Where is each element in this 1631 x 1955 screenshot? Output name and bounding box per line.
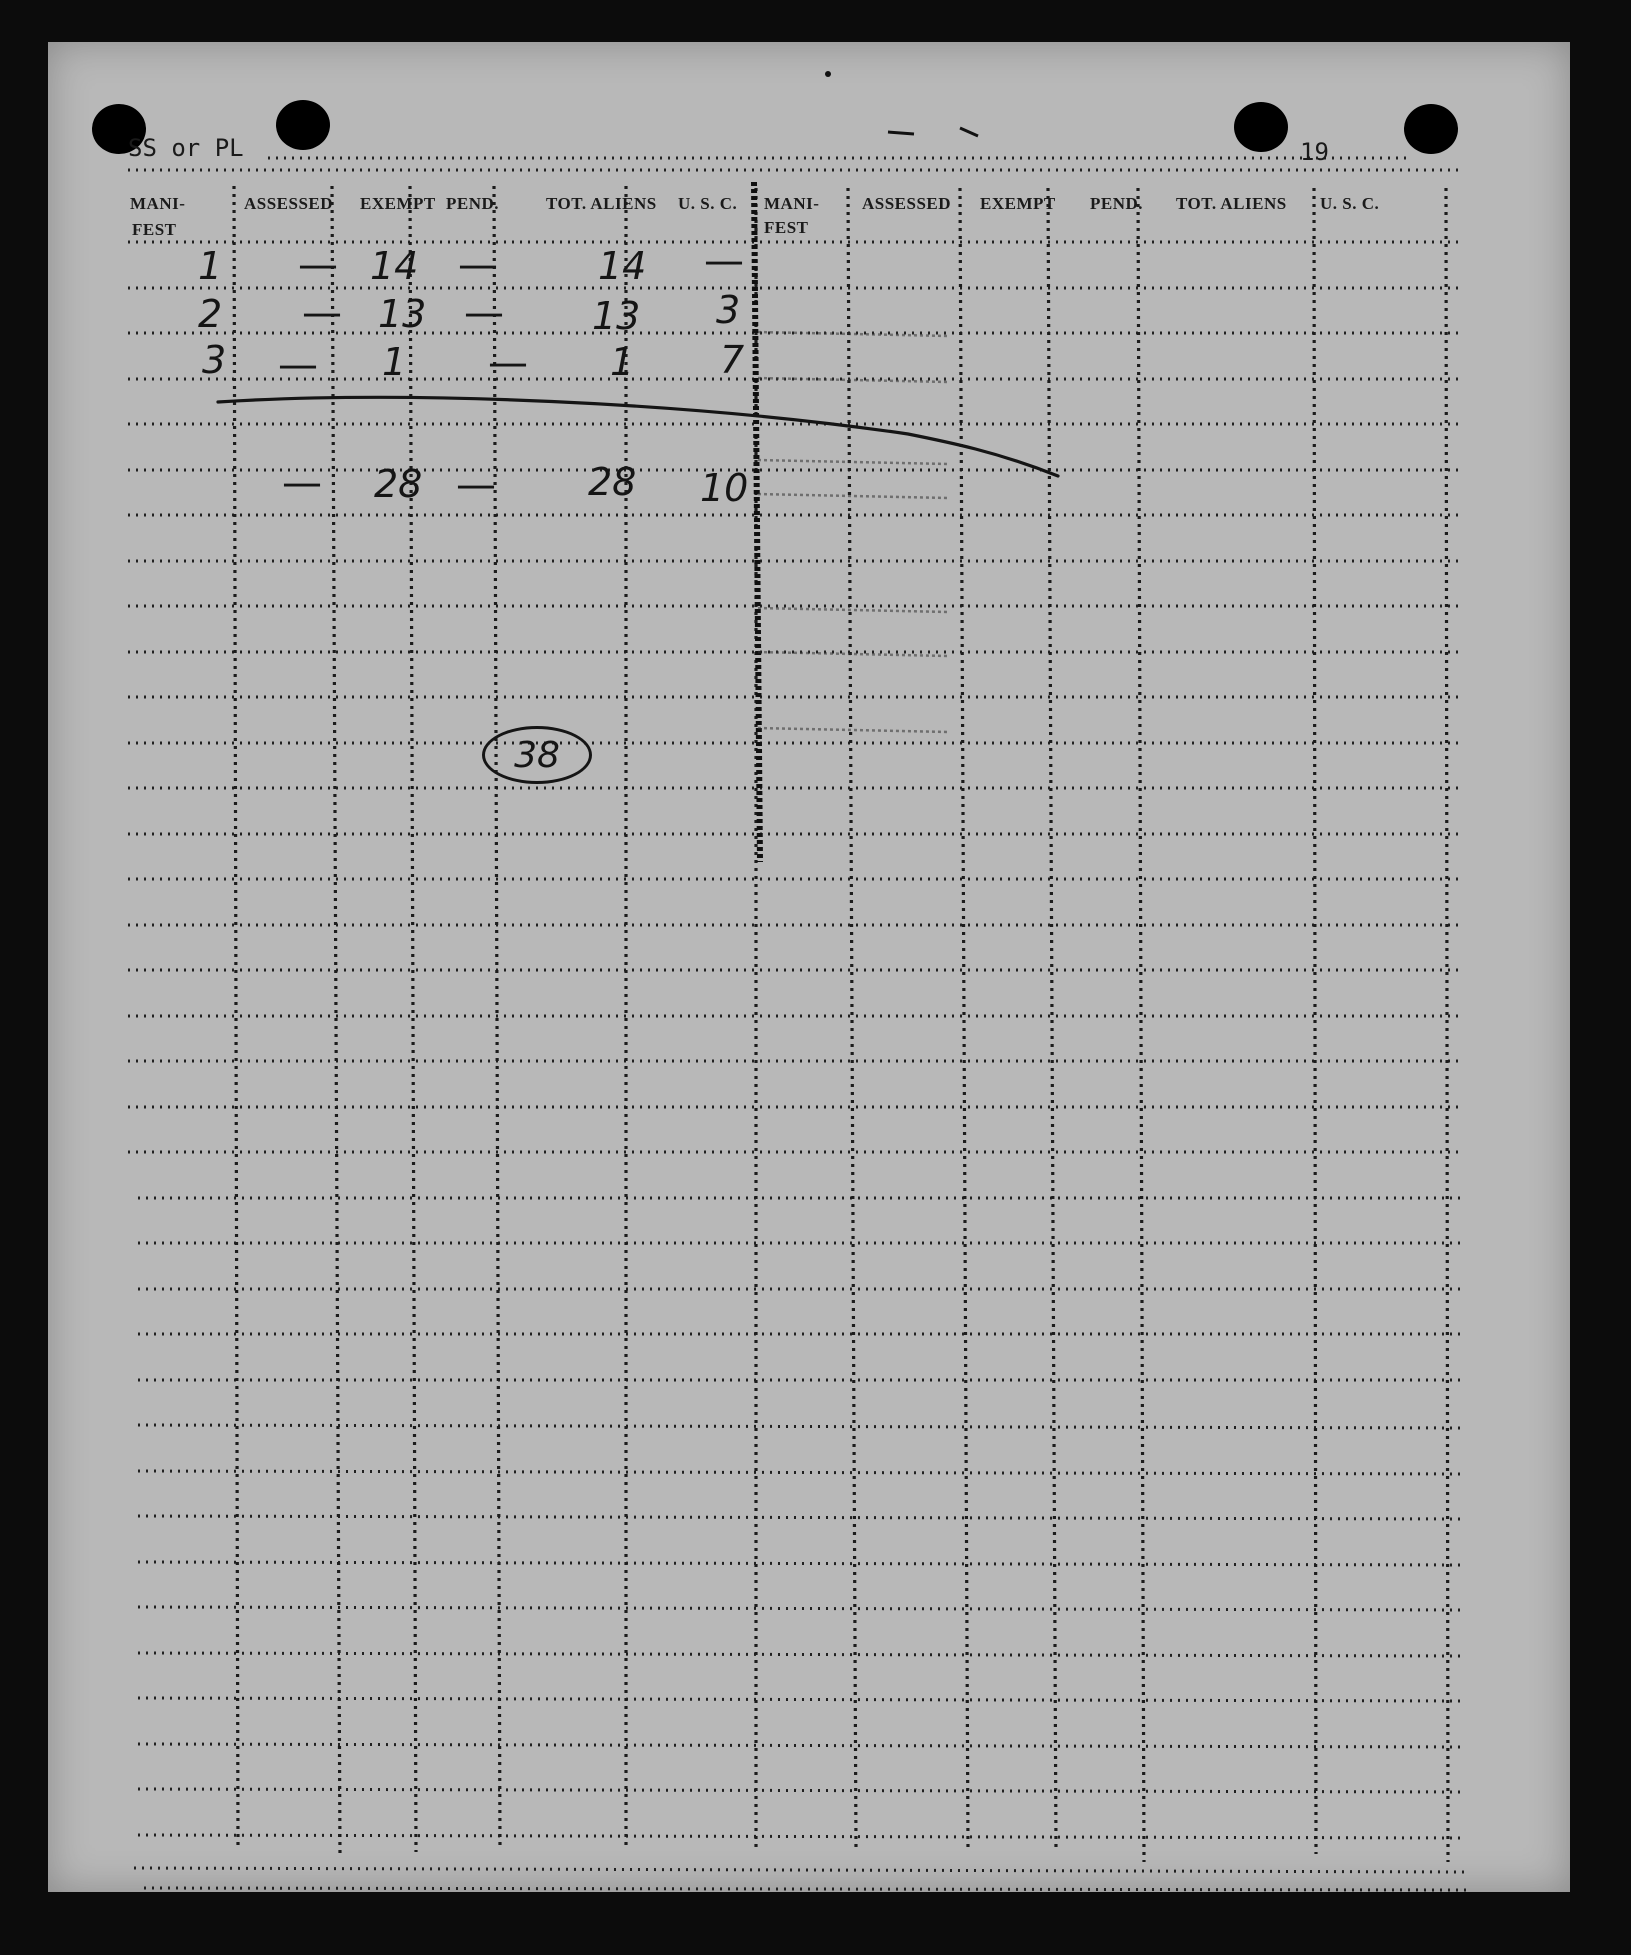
grid-column-line xyxy=(960,188,968,1850)
grid-row-line xyxy=(138,1698,1464,1701)
entry-tot-aliens: 1 xyxy=(610,340,635,384)
grand-total-circled: 38 xyxy=(482,726,592,784)
punch-hole xyxy=(1234,102,1288,152)
header-manifest-2: FEST xyxy=(132,220,177,239)
form-sheet xyxy=(48,42,1570,1892)
entry-pend: — xyxy=(488,340,528,386)
entry-assessed: — xyxy=(298,242,338,288)
bleed-through-line xyxy=(758,460,948,464)
grid-column-line xyxy=(410,186,416,1852)
entry-manifest: 3 xyxy=(202,338,227,382)
grid-column-line xyxy=(1314,188,1316,1854)
bleed-through-line xyxy=(758,652,948,656)
punch-hole xyxy=(276,100,330,150)
bleed-through-line xyxy=(758,332,948,336)
grid-row-line xyxy=(144,1888,1466,1890)
ink-dot xyxy=(825,71,831,77)
grid-column-line xyxy=(848,188,856,1850)
entry-exempt: 13 xyxy=(378,292,427,336)
entry-exempt: 14 xyxy=(370,244,419,288)
ink-mark xyxy=(888,132,914,134)
bleed-through-line xyxy=(758,378,948,382)
total-pend: — xyxy=(456,462,496,508)
grid-row-line xyxy=(134,1868,1466,1872)
grid-column-line xyxy=(1446,188,1448,1862)
grid-column-line xyxy=(234,186,238,1850)
entry-pend: — xyxy=(464,290,504,336)
header-assessed-right: ASSESSED xyxy=(862,194,952,213)
entry-usc: 3 xyxy=(716,288,741,332)
total-usc: 10 xyxy=(700,466,749,510)
entry-tot-aliens: 14 xyxy=(598,244,647,288)
header-pend-right: PEND. xyxy=(1090,194,1144,213)
header-manifest-right: MANI- xyxy=(764,194,820,213)
grid-row-line xyxy=(138,1562,1464,1565)
header-manifest: MANI- xyxy=(130,194,186,213)
header-usc: U. S. C. xyxy=(678,194,738,213)
total-exempt: 28 xyxy=(374,462,423,506)
entry-tot-aliens: 13 xyxy=(592,294,641,338)
total-tot-aliens: 28 xyxy=(588,460,637,504)
bleed-through-line xyxy=(758,728,948,732)
bleed-through-line xyxy=(758,494,948,498)
header-pend: PEND. xyxy=(446,194,500,213)
grid-row-line xyxy=(138,1835,1464,1838)
entry-exempt: 1 xyxy=(382,340,407,384)
grid-row-line xyxy=(138,1744,1464,1747)
ship-label: SS or PL xyxy=(128,134,244,162)
grid-row-line xyxy=(138,1653,1464,1656)
grid-row-line xyxy=(138,1607,1464,1610)
year-label: 19 xyxy=(1300,138,1329,166)
form-grid xyxy=(48,42,1570,1892)
punch-hole xyxy=(1404,104,1458,154)
grid-column-line xyxy=(1138,188,1144,1862)
bleed-through-line xyxy=(758,608,948,612)
grid-row-line xyxy=(138,1471,1464,1474)
entry-pend: — xyxy=(458,242,498,288)
header-manifest-right-2: FEST xyxy=(764,218,809,237)
entry-manifest: 1 xyxy=(198,244,223,288)
grid-column-line xyxy=(1048,188,1056,1852)
header-exempt-right: EXEMPT xyxy=(980,194,1056,213)
entry-assessed: — xyxy=(302,290,342,336)
grid-column-line xyxy=(332,186,340,1856)
header-usc-right: U. S. C. xyxy=(1320,194,1380,213)
header-assessed: ASSESSED xyxy=(244,194,334,213)
entry-assessed: — xyxy=(278,342,318,388)
entry-manifest: 2 xyxy=(198,292,223,336)
grid-row-line xyxy=(138,1789,1464,1792)
header-tot-aliens: TOT. ALIENS xyxy=(546,194,657,213)
entry-usc: — xyxy=(704,238,744,284)
header-tot-aliens-right: TOT. ALIENS xyxy=(1176,194,1287,213)
entry-usc: 7 xyxy=(720,338,745,382)
ink-mark xyxy=(960,128,978,136)
total-assessed: — xyxy=(282,460,322,506)
header-exempt: EXEMPT xyxy=(360,194,436,213)
